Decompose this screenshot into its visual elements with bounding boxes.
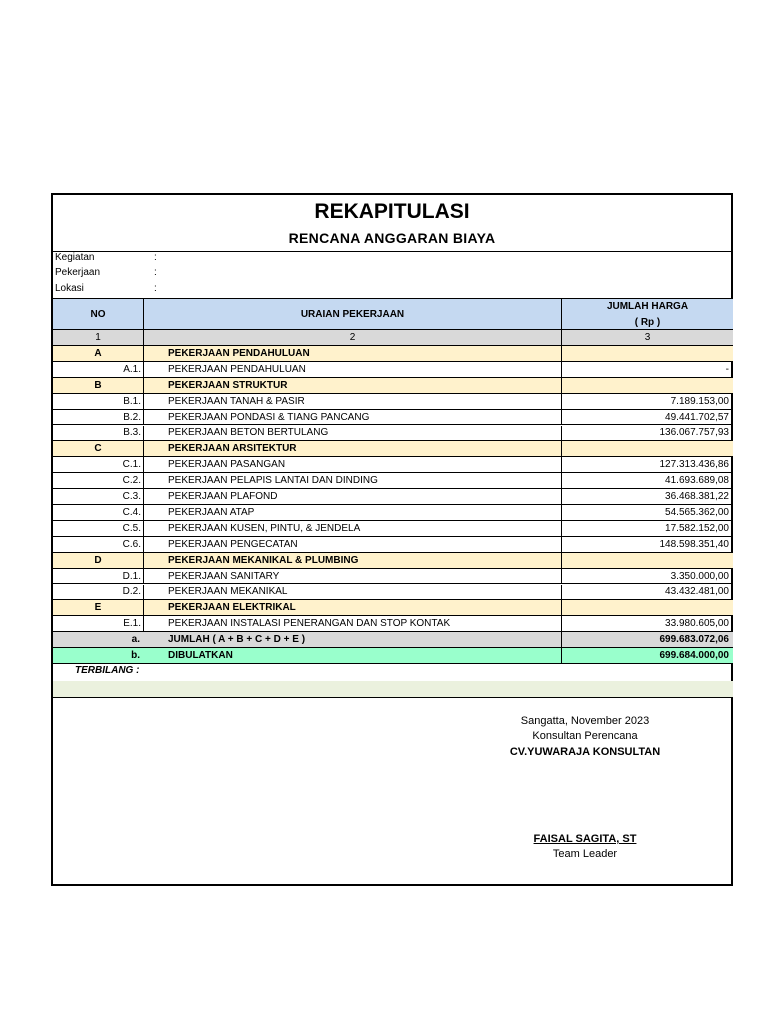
row-harga: 148.598.351,40 (659, 538, 729, 550)
row-harga: 17.582.152,00 (665, 522, 729, 534)
doc-subtitle: RENCANA ANGGARAN BIAYA (288, 230, 496, 246)
item-row (53, 426, 733, 442)
row-number: C.4. (53, 505, 144, 520)
row-harga (562, 553, 733, 568)
header-jumlah-label: JUMLAH HARGA (606, 300, 689, 312)
info-colon: : (154, 252, 157, 263)
row-number: D (53, 553, 144, 568)
category-row (53, 600, 733, 616)
row-uraian: PEKERJAAN KUSEN, PINTU, & JENDELA (144, 521, 562, 536)
item-row (53, 585, 733, 601)
signature-place-date: Sangatta, November 2023 (520, 715, 650, 727)
row-uraian: PEKERJAAN MEKANIKAL & PLUMBING (144, 553, 562, 568)
row-uraian: PEKERJAAN PLAFOND (144, 489, 562, 504)
row-number: A.1. (53, 362, 144, 377)
header-rp-label: ( Rp ) (634, 316, 661, 328)
row-harga: 136.067.757,93 (659, 427, 729, 439)
row-uraian: PEKERJAAN PELAPIS LANTAI DAN DINDING (144, 473, 562, 488)
table-index-row (53, 330, 733, 346)
header-jumlah (562, 299, 733, 329)
rounded-label: DIBULATKAN (144, 648, 562, 663)
row-harga: 127.313.436,86 (659, 459, 729, 471)
row-uraian: PEKERJAAN TANAH & PASIR (144, 394, 562, 409)
category-row (53, 441, 733, 457)
row-uraian: PEKERJAAN PENGECATAN (144, 537, 562, 552)
row-number: D.2. (53, 585, 144, 600)
row-harga (562, 346, 733, 361)
row-number: C.5. (53, 521, 144, 536)
row-number: C.6. (53, 537, 144, 552)
category-row (53, 346, 733, 362)
index-col-2: 2 (144, 330, 562, 345)
row-number: E.1. (53, 616, 144, 631)
index-col-3: 3 (644, 332, 651, 343)
total-mark: a. (131, 634, 140, 645)
item-row (53, 457, 733, 473)
row-uraian: PEKERJAAN PENDAHULUAN (144, 362, 562, 377)
row-uraian: PEKERJAAN ARSITEKTUR (144, 441, 562, 456)
row-harga: 3.350.000,00 (670, 570, 729, 582)
terbilang-label: TERBILANG : (75, 665, 140, 676)
row-uraian: PEKERJAAN MEKANIKAL (144, 585, 562, 600)
row-harga (562, 378, 733, 393)
doc-title: REKAPITULASI (314, 200, 470, 223)
info-colon: : (154, 267, 157, 278)
row-uraian: PEKERJAAN BETON BERTULANG (144, 426, 562, 441)
signature-company: CV.YUWARAJA KONSULTAN (509, 746, 661, 758)
item-row (53, 569, 733, 585)
rounded-row (53, 648, 733, 664)
row-harga: 43.432.481,00 (665, 586, 729, 598)
row-uraian: PEKERJAAN ATAP (144, 505, 562, 520)
row-number: D.1. (53, 569, 144, 584)
signature-position: Team Leader (552, 848, 618, 860)
header-uraian: URAIAN PEKERJAAN (144, 299, 562, 329)
item-row (53, 616, 733, 632)
rounded-mark: b. (131, 650, 140, 661)
item-row (53, 505, 733, 521)
row-uraian: PEKERJAAN PONDASI & TIANG PANCANG (144, 410, 562, 425)
row-number: C.1. (53, 457, 144, 472)
row-uraian: PEKERJAAN SANITARY (144, 569, 562, 584)
total-label: JUMLAH ( A + B + C + D + E ) (144, 632, 562, 647)
index-col-1: 1 (53, 330, 144, 345)
info-label-lokasi: Lokasi (55, 283, 84, 294)
row-harga: - (725, 363, 729, 375)
item-row (53, 362, 733, 378)
row-harga: 49.441.702,57 (665, 411, 729, 423)
row-harga: 7.189.153,00 (670, 395, 729, 407)
category-row (53, 378, 733, 394)
row-harga: 54.565.362,00 (665, 506, 729, 518)
document-sheet (51, 193, 733, 886)
row-number: A (53, 346, 144, 361)
row-harga: 33.980.605,00 (665, 618, 729, 630)
row-uraian: PEKERJAAN INSTALASI PENERANGAN DAN STOP KONTAK (144, 616, 562, 631)
row-number: B (53, 378, 144, 393)
divider (53, 697, 731, 698)
total-row (53, 632, 733, 648)
row-harga (562, 600, 733, 615)
row-harga (562, 441, 733, 456)
item-row (53, 473, 733, 489)
row-uraian: PEKERJAAN PENDAHULUAN (144, 346, 562, 361)
item-row (53, 489, 733, 505)
header-no: NO (53, 299, 144, 329)
table-header-row (53, 298, 733, 330)
row-number: C.2. (53, 473, 144, 488)
item-row (53, 537, 733, 553)
item-row (53, 410, 733, 426)
row-number: C.3. (53, 489, 144, 504)
row-number: C (53, 441, 144, 456)
row-harga: 36.468.381,22 (665, 491, 729, 503)
category-row (53, 553, 733, 569)
row-uraian: PEKERJAAN STRUKTUR (144, 378, 562, 393)
total-value: 699.683.072,06 (659, 634, 729, 645)
item-row (53, 394, 733, 410)
row-uraian: PEKERJAAN ELEKTRIKAL (144, 600, 562, 615)
signature-role: Konsultan Perencana (532, 730, 638, 742)
terbilang-band (53, 681, 733, 697)
row-uraian: PEKERJAAN PASANGAN (144, 457, 562, 472)
row-number: B.2. (53, 410, 144, 425)
info-colon: : (154, 283, 157, 294)
row-number: B.3. (53, 426, 144, 441)
row-number: E (53, 600, 144, 615)
info-label-pekerjaan: Pekerjaan (55, 267, 101, 278)
row-harga: 41.693.689,08 (665, 475, 729, 487)
item-row (53, 521, 733, 537)
signature-name: FAISAL SAGITA, ST (533, 833, 637, 845)
info-label-kegiatan: Kegiatan (55, 252, 95, 263)
row-number: B.1. (53, 394, 144, 409)
rounded-value: 699.684.000,00 (659, 650, 729, 661)
